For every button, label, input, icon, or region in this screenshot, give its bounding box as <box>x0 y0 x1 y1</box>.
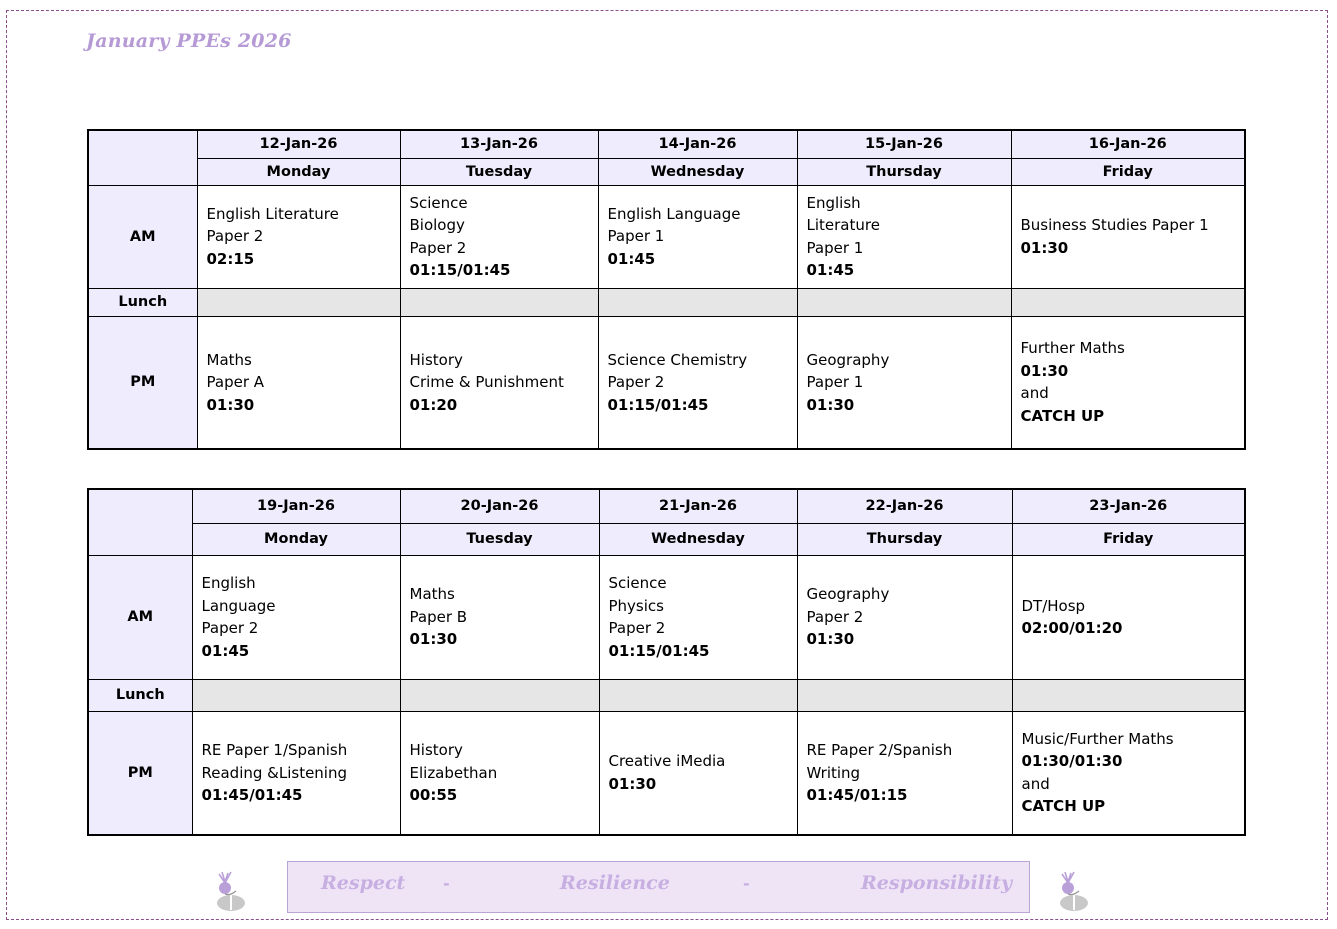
exam-line: 01:45/01:45 <box>201 786 303 804</box>
exam-line: Language <box>201 596 276 615</box>
exam-line: 01:30 <box>1020 361 1069 380</box>
date-header: 12-Jan-26 <box>197 130 400 158</box>
day-header: Friday <box>1012 523 1245 555</box>
exam-line: 02:00/01:20 <box>1021 619 1123 637</box>
exam-line: 01:30 <box>608 774 657 793</box>
day-header: Monday <box>197 158 400 185</box>
exam-slot <box>400 316 598 449</box>
lunch-cell <box>197 288 400 316</box>
school-values-banner <box>287 861 1030 913</box>
exam-line: Maths <box>206 350 252 369</box>
exam-line: 01:15/01:45 <box>608 641 710 660</box>
header-corner <box>88 489 192 555</box>
exam-line: 01:30 <box>206 395 255 414</box>
exam-line: Physics <box>608 596 664 615</box>
exam-line: 01:30/01:30 <box>1021 752 1123 771</box>
lunch-cell <box>1011 288 1245 316</box>
exam-line: 01:30 <box>409 630 458 649</box>
exam-line: English Language <box>607 204 741 223</box>
lunch-row-label: Lunch <box>88 288 197 316</box>
value-separator: - <box>443 874 450 893</box>
date-header: 21-Jan-26 <box>599 489 797 523</box>
exam-line: Paper 2 <box>409 238 467 257</box>
exam-line: RE Paper 2/Spanish <box>806 741 953 759</box>
exam-line: and <box>1020 384 1049 403</box>
exam-line: and <box>1021 774 1050 793</box>
day-header: Thursday <box>797 158 1011 185</box>
day-header: Monday <box>192 523 400 555</box>
value-respect: Respect <box>321 872 406 894</box>
lunch-cell <box>192 679 400 711</box>
exam-line: 01:20 <box>409 395 458 414</box>
lunch-row-label: Lunch <box>88 679 192 711</box>
exam-line: Music/Further Maths <box>1021 729 1174 748</box>
date-header: 20-Jan-26 <box>400 489 599 523</box>
exam-line: Creative iMedia <box>608 752 726 771</box>
exam-line: 02:15 <box>206 249 255 268</box>
lunch-cell <box>598 288 797 316</box>
exam-line: Biology <box>409 216 465 234</box>
value-resilience: Resilience <box>560 872 670 894</box>
exam-line: Science Chemistry <box>607 350 748 369</box>
date-header: 14-Jan-26 <box>598 130 797 158</box>
exam-line: Business Studies Paper 1 <box>1020 216 1209 234</box>
exam-slot <box>1012 711 1245 835</box>
exam-line: 01:30 <box>806 630 855 649</box>
exam-line: 01:45/01:15 <box>806 786 908 804</box>
timetable-week-1 <box>87 129 1246 450</box>
exam-line: Elizabethan <box>409 763 498 782</box>
exam-line: Science <box>608 574 667 592</box>
exam-line: Paper 2 <box>201 619 259 637</box>
exam-slot <box>192 555 400 679</box>
exam-line: RE Paper 1/Spanish <box>201 741 348 759</box>
exam-slot <box>400 711 599 835</box>
exam-line: 01:45 <box>201 641 250 660</box>
exam-line: English <box>806 193 861 212</box>
date-header: 22-Jan-26 <box>797 489 1012 523</box>
exam-line: Paper 2 <box>607 373 665 391</box>
day-header: Tuesday <box>400 158 598 185</box>
exam-line: Paper A <box>206 373 265 391</box>
page-title: January PPEs 2026 <box>86 30 292 52</box>
day-header: Wednesday <box>599 523 797 555</box>
day-header: Friday <box>1011 158 1245 185</box>
value-separator: - <box>743 874 750 893</box>
thistle-logo-icon <box>1053 866 1093 912</box>
date-header: 16-Jan-26 <box>1011 130 1245 158</box>
exam-line: Reading &Listening <box>201 763 348 782</box>
exam-slot <box>400 185 598 288</box>
exam-line: 01:30 <box>1020 238 1069 257</box>
exam-line: Paper 1 <box>607 227 665 246</box>
exam-slot <box>197 316 400 449</box>
lunch-cell <box>797 288 1011 316</box>
date-header: 13-Jan-26 <box>400 130 598 158</box>
exam-slot <box>797 185 1011 288</box>
pm-row-label: PM <box>88 711 192 835</box>
exam-line: History <box>409 350 463 369</box>
lunch-cell <box>1012 679 1245 711</box>
lunch-cell <box>797 679 1012 711</box>
am-row-label: AM <box>88 555 192 679</box>
exam-slot <box>797 316 1011 449</box>
exam-line: 01:45 <box>607 249 656 268</box>
lunch-cell <box>400 679 599 711</box>
exam-slot <box>1011 316 1245 449</box>
timetable-week-2 <box>87 488 1246 836</box>
exam-line: Paper 2 <box>608 619 666 637</box>
lunch-cell <box>400 288 598 316</box>
thistle-logo-icon <box>210 866 250 912</box>
exam-line: DT/Hosp <box>1021 596 1086 615</box>
exam-slot <box>599 555 797 679</box>
exam-slot <box>599 711 797 835</box>
exam-slot <box>1011 185 1245 288</box>
exam-line: Geography <box>806 585 890 604</box>
exam-slot <box>400 555 599 679</box>
exam-line: Writing <box>806 763 861 782</box>
exam-line: Paper 2 <box>206 227 264 246</box>
exam-line: Paper 1 <box>806 373 864 391</box>
exam-line: Maths <box>409 585 455 604</box>
value-responsibility: Responsibility <box>861 872 1013 894</box>
exam-line: Paper 2 <box>806 607 864 626</box>
exam-slot <box>797 711 1012 835</box>
day-header: Tuesday <box>400 523 599 555</box>
exam-slot <box>1012 555 1245 679</box>
exam-slot <box>197 185 400 288</box>
exam-slot <box>598 185 797 288</box>
exam-line: 01:30 <box>806 395 855 414</box>
day-header: Thursday <box>797 523 1012 555</box>
exam-slot <box>797 555 1012 679</box>
date-header: 19-Jan-26 <box>192 489 400 523</box>
header-corner <box>88 130 197 185</box>
date-header: 15-Jan-26 <box>797 130 1011 158</box>
exam-line: Literature <box>806 216 880 234</box>
exam-line: English Literature <box>206 204 339 223</box>
lunch-cell <box>599 679 797 711</box>
exam-line: Science <box>409 193 468 212</box>
exam-line: History <box>409 741 463 759</box>
day-header: Wednesday <box>598 158 797 185</box>
exam-line: Paper 1 <box>806 238 864 257</box>
exam-line: Further Maths <box>1020 339 1125 358</box>
exam-line: Paper B <box>409 607 468 626</box>
exam-line: Geography <box>806 350 890 369</box>
exam-line: English <box>201 574 256 592</box>
exam-line: 01:45 <box>806 261 855 279</box>
date-header: 23-Jan-26 <box>1012 489 1245 523</box>
exam-line: 01:15/01:45 <box>607 395 709 414</box>
exam-line: 00:55 <box>409 786 458 804</box>
am-row-label: AM <box>88 185 197 288</box>
exam-slot <box>598 316 797 449</box>
pm-row-label: PM <box>88 316 197 449</box>
exam-line: Crime & Punishment <box>409 373 564 391</box>
exam-line: 01:15/01:45 <box>409 261 511 279</box>
exam-slot <box>192 711 400 835</box>
exam-line: CATCH UP <box>1020 406 1105 425</box>
exam-line: CATCH UP <box>1021 797 1106 816</box>
